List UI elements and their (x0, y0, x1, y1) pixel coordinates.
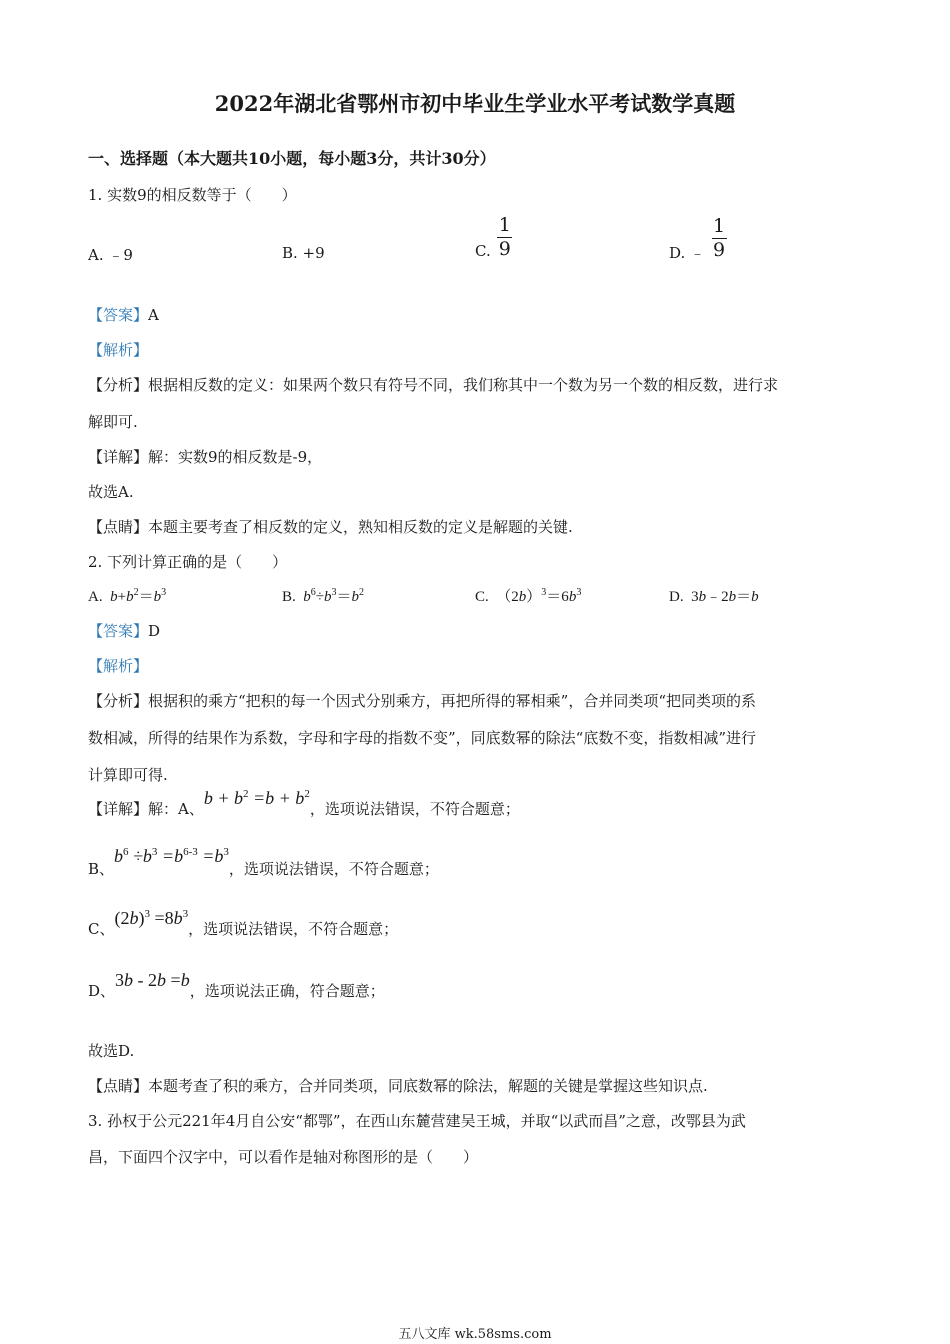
q1-xiangjie (88, 446, 322, 467)
page-title: 2022年湖北省鄂州市初中毕业生学业水平考试数学真题 (214, 91, 736, 116)
detail-label: B、 (88, 860, 115, 878)
q1-option-c-label: C. (475, 242, 491, 260)
math-expr-c: $(2b)^3 =8b^3$ (114, 908, 189, 928)
q2-detail-a (88, 788, 520, 819)
section-heading: 一、选择题（本大题共10小题，每小题3分，共计30分） (88, 149, 496, 168)
q1-stem: 1. 实数9的相反数等于（ ） (88, 186, 297, 204)
q1-dianjing (88, 516, 573, 537)
xiangjie-tag: 【详解】 (88, 800, 149, 818)
detail-text: ，选项说法错误，不符合题意； (188, 920, 399, 938)
answer-tag: 【答案】 (88, 622, 149, 640)
q3-line2: 昌，下面四个汉字中，可以看作是轴对称图形的是（ ） (88, 1148, 479, 1166)
q2-option-a: A. $b+b^2=b^3$ (88, 587, 167, 605)
dianjing-text: 本题主要考查了相反数的定义，熟知相反数的定义是解题的关键. (148, 518, 573, 536)
q1-fenxi (88, 374, 778, 395)
q1-answer (88, 304, 159, 325)
xiangjie-tag: 【详解】 (88, 448, 149, 466)
q1-option-c (475, 214, 513, 260)
fraction (711, 217, 727, 260)
q1-choose: 故选A. (88, 483, 134, 501)
detail-label: D、 (88, 982, 116, 1000)
q2-answer (88, 620, 160, 641)
q2-option-d: D. 3b﹣2b＝b (669, 589, 759, 605)
option-label: D. (669, 589, 684, 605)
fraction-numerator: 1 (713, 215, 726, 237)
page-footer: 五八文库 wk.58sms.com (398, 1327, 552, 1342)
q1-option-a: A. ﹣9 (88, 246, 133, 264)
answer-tag: 【答案】 (88, 306, 149, 324)
answer-value: D (148, 622, 161, 640)
fraction (497, 213, 513, 260)
q1-option-b: B. +9 (282, 244, 325, 262)
fraction-numerator: 1 (498, 213, 511, 236)
detail-label: C、 (88, 920, 115, 938)
fenxi-text: 根据积的乘方“把积的每一个因式分别乘方，再把所得的幂相乘”，合并同类项“把同类项的系 (148, 692, 757, 710)
q2-choose: 故选D. (88, 1042, 135, 1060)
q2-dianjing (88, 1075, 708, 1096)
q2-detail-b (88, 846, 439, 879)
q2-fenxi-line2: 数相减，所得的结果作为系数，字母和字母的指数不变”，同底数幂的除法“底数不变，指数相减”进行 (88, 729, 757, 747)
q2-option-b: B. $b^6\div b^3=b^2$ (282, 587, 365, 605)
q1-option-d-label: D. ﹣ (669, 244, 706, 262)
fraction-denominator: 9 (498, 237, 511, 260)
dianjing-tag: 【点睛】 (88, 1077, 149, 1095)
option-label: C. (475, 589, 489, 605)
detail-text: ，选项说法错误，不符合题意； (309, 800, 520, 818)
math-expr-a: $b + b^2 =b + b^2$ (203, 788, 310, 808)
math-expr-d: 3b - 2b =b (115, 970, 190, 990)
math-expr-b: $b^6 \div b^3 =b^{6-3} =b^3$ (114, 846, 229, 866)
answer-value: A (148, 306, 159, 324)
q2-stem: 2. 下列计算正确的是（ ） (88, 553, 288, 571)
option-label: B. (282, 589, 296, 605)
dianjing-text: 本题考查了积的乘方，合并同类项，同底数幂的除法，解题的关键是掌握这些知识点. (148, 1077, 708, 1095)
q2-analysis-tag: 【解析】 (88, 657, 149, 675)
dianjing-tag: 【点睛】 (88, 518, 149, 536)
q2-option-c: C. $(2b)^3=6b^3$ (475, 587, 582, 605)
q2-fenxi (88, 690, 756, 711)
detail-text: ，选项说法正确，符合题意； (189, 982, 385, 1000)
detail-text: ，选项说法错误，不符合题意； (228, 860, 439, 878)
q2-fenxi-line3: 计算即可得. (88, 766, 168, 784)
fenxi-tag: 【分析】 (88, 692, 149, 710)
option-label: A. (88, 589, 103, 605)
xiangjie-prefix: 解：A、 (148, 800, 204, 818)
fraction-denominator: 9 (713, 239, 726, 261)
fenxi-tag: 【分析】 (88, 376, 149, 394)
q1-option-d (669, 214, 727, 263)
q2-detail-d (88, 970, 385, 1001)
xiangjie-text: 解：实数9的相反数是-9， (148, 448, 323, 466)
fenxi-text: 根据相反数的定义：如果两个数只有符号不同，我们称其中一个数为另一个数的相反数，进行求 (148, 376, 779, 394)
q1-fenxi-line2: 解即可. (88, 413, 138, 431)
q2-detail-c (88, 908, 399, 939)
q1-analysis-tag: 【解析】 (88, 341, 149, 359)
q3-line1: 3. 孙权于公元221年4月自公安“都鄂”，在西山东麓营建吴王城，并取“以武而昌”之意，改鄂县为武 (88, 1112, 746, 1130)
